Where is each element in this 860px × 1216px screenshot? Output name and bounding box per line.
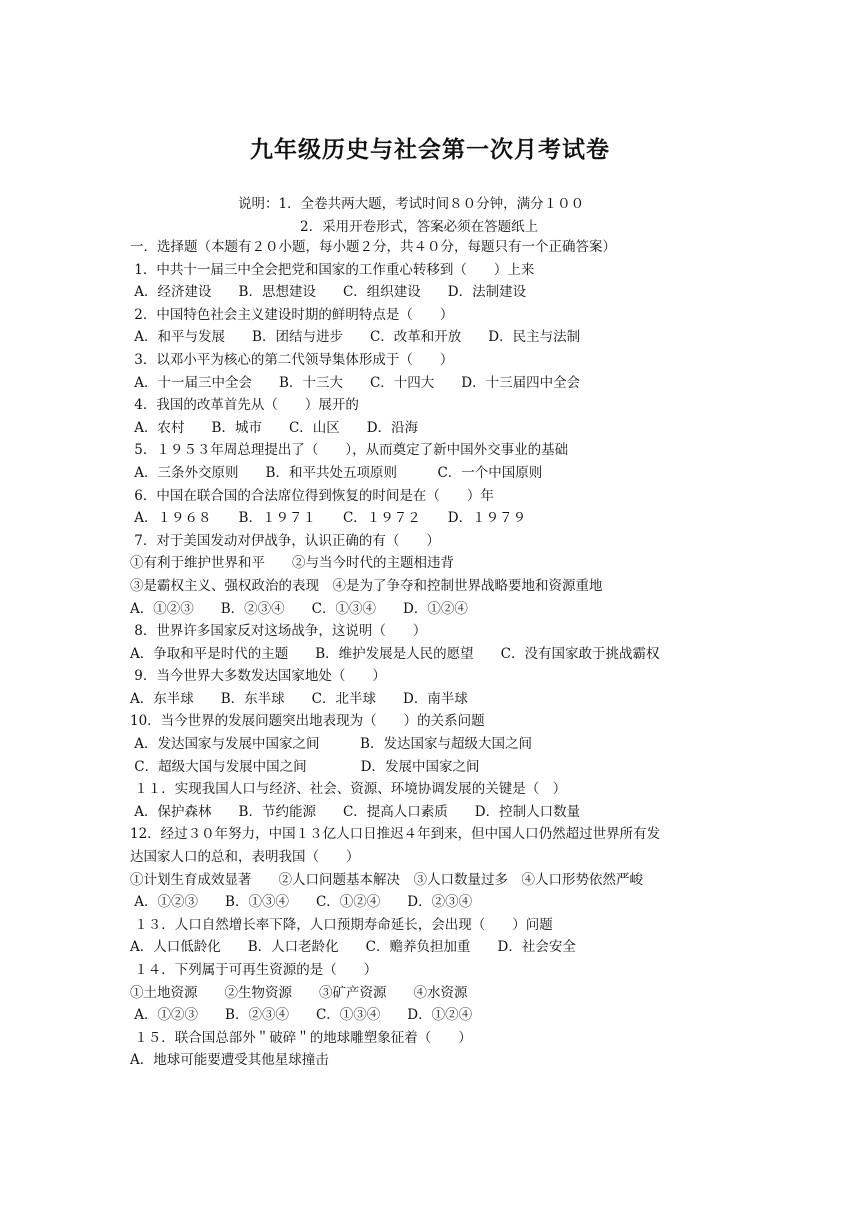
text-line: A．十一届三中全会 B．十三大 C．十四大 D．十三届四中全会 bbox=[130, 374, 581, 391]
text-line: 6．中国在联合国的合法席位得到恢复的时间是在（ ）年 bbox=[130, 487, 494, 504]
text-line: １１．实现我国人口与经济、社会、资源、环境协调发展的关键是（ ） bbox=[130, 781, 567, 798]
text-line: A．经济建设 B．思想建设 C．组织建设 D．法制建设 bbox=[130, 284, 527, 301]
text-line: A．发达国家与发展中国家之间 B．发达国家与超级大国之间 bbox=[130, 736, 532, 753]
question-body bbox=[130, 236, 740, 1072]
text-line: A．地球可能要遭受其他星球撞击 bbox=[130, 1052, 329, 1069]
text-line: ①计划生育成效显著 ②人口问题基本解决 ③人口数量过多 ④人口形势依然严峻 bbox=[130, 871, 643, 888]
text-line: 8．世界许多国家反对这场战争，这说明（ ） bbox=[130, 623, 427, 640]
text-line: 5．１９５３年周总理提出了（ ），从而奠定了新中国外交事业的基础 bbox=[130, 442, 569, 459]
text-line: ①土地资源 ②生物资源 ③矿产资源 ④水资源 bbox=[130, 984, 468, 1001]
text-line: ③是霸权主义、强权政治的表现 ④是为了争夺和控制世界战略要地和资源重地 bbox=[130, 577, 603, 594]
text-line: A．人口低龄化 B．人口老龄化 C．赡养负担加重 D．社会安全 bbox=[130, 939, 576, 956]
text-line: A．三条外交原则 B．和平共处五项原则 C．一个中国原则 bbox=[130, 464, 543, 481]
text-line: 3．以邓小平为核心的第二代领导集体形成于（ ） bbox=[130, 351, 454, 368]
text-line: A．①②③ B．②③④ C．①③④ D．①②④ bbox=[130, 1007, 473, 1024]
text-line: ①有利于维护世界和平 ②与当今时代的主题相违背 bbox=[130, 555, 454, 572]
text-line: A．保护森林 B．节约能源 C．提高人口素质 D．控制人口数量 bbox=[130, 803, 581, 820]
text-line: 7．对于美国发动对伊战争，认识正确的有（ ） bbox=[130, 532, 440, 549]
text-line: １４．下列属于可再生资源的是（ ） bbox=[130, 962, 378, 978]
text-line: 1．中共十一届三中全会把党和国家的工作重心转移到（ ）上来 bbox=[130, 261, 535, 278]
text-line: A．农村 B．城市 C．山区 D．沿海 bbox=[130, 419, 419, 436]
text-line: １３．人口自然增长率下降，人口预期寿命延长，会出现（ ）问题 bbox=[130, 916, 553, 933]
text-line: 10．当今世界的发展问题突出地表现为（ ）的关系问题 bbox=[130, 713, 485, 730]
text-line: A．东半球 B．东半球 C．北半球 D．南半球 bbox=[130, 690, 468, 707]
page-title: 九年级历史与社会第一次月考试卷 bbox=[250, 136, 610, 163]
text-line: A．１９６８ B．１９７１ C．１９７２ D．１９７９ bbox=[130, 510, 527, 527]
text-line: 4．我国的改革首先从（ ）展开的 bbox=[130, 397, 359, 414]
text-line: A．和平与发展 B．团结与进步 C．改革和开放 D．民主与法制 bbox=[130, 329, 581, 346]
text-line: 2．中国特色社会主义建设时期的鲜明特点是（ ） bbox=[130, 306, 454, 323]
text-line: 12．经过３０年努力，中国１３亿人口日推迟４年到来，但中国人口仍然超过世界所有发 bbox=[130, 826, 661, 843]
text-line: A．①②③ B．①③④ C．①②④ D．②③④ bbox=[130, 894, 473, 911]
text-line: 9．当今世界大多数发达国家地处（ ） bbox=[130, 668, 386, 685]
instruction-note-1: 说明：1．全卷共两大题，考试时间８０分钟，满分１００ bbox=[238, 196, 585, 212]
text-line: A．争取和平是时代的主题 B．维护发展是人民的愿望 C．没有国家敢于挑战霸权 bbox=[130, 645, 660, 662]
text-line: 达国家人口的总和，表明我国（ ） bbox=[130, 849, 360, 866]
text-line: C．超级大国与发展中国之间 D．发展中国家之间 bbox=[130, 758, 480, 775]
text-line: １５．联合国总部外＂破碎＂的地球雕塑象征着（ ） bbox=[130, 1029, 472, 1046]
instruction-note-2: 2．采用开卷形式，答案必须在答题纸上 bbox=[300, 219, 539, 235]
text-line: A．①②③ B．②③④ C．①③④ D．①②④ bbox=[130, 600, 468, 617]
text-line: 一．选择题（本题有２０小题，每小题２分，共４０分，每题只有一个正确答案） bbox=[130, 239, 616, 255]
